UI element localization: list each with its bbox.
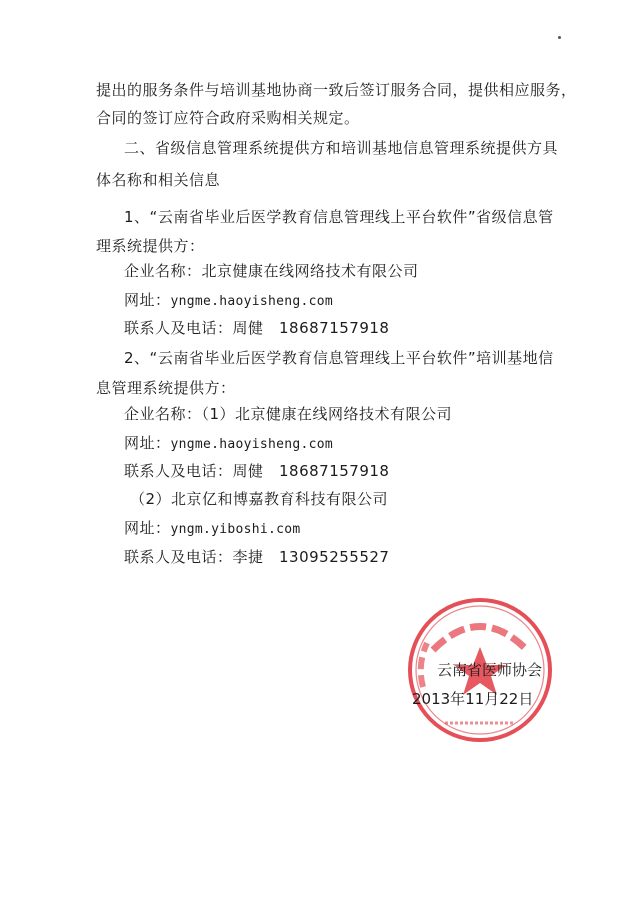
contact-row: 联系人及电话：李捷 13095255527 (124, 548, 390, 566)
website-label: 网址： (124, 434, 171, 452)
website-row (124, 290, 333, 312)
signature-organization: 云南省医师协会 (437, 661, 543, 679)
item-1-title-cont: 理系统提供方： (96, 237, 205, 255)
section-heading: 二、省级信息管理系统提供方和培训基地信息管理系统提供方具 (124, 139, 559, 157)
scan-speck (558, 36, 561, 39)
seal-arc-mark (421, 643, 427, 687)
company-name: 企业名称：北京健康在线网络技术有限公司 (124, 262, 419, 280)
website-url: yngme.haoyisheng.com (170, 437, 334, 452)
paragraph-line: 提出的服务条件与培训基地协商一致后签订服务合同，提供相应服务， (96, 81, 577, 99)
website-url: yngm.yiboshi.com (170, 522, 301, 537)
item-2-title: 2、“云南省毕业后医学教育信息管理线上平台软件”培训基地信 (124, 349, 554, 367)
item-1-title: 1、“云南省毕业后医学教育信息管理线上平台软件”省级信息管 (124, 208, 554, 226)
website-row (124, 433, 333, 455)
item-2-title-cont: 息管理系统提供方： (96, 379, 236, 397)
website-url: yngme.haoyisheng.com (170, 294, 334, 309)
website-label: 网址： (124, 519, 171, 537)
website-row (124, 518, 301, 540)
signature-date: 2013年11月22日 (412, 690, 534, 708)
company-name: 企业名称：（1）北京健康在线网络技术有限公司 (124, 405, 453, 423)
seal-arc-mark (433, 627, 527, 651)
website-label: 网址： (124, 291, 171, 309)
contact-row: 联系人及电话：周健 18687157918 (124, 462, 390, 480)
contact-row: 联系人及电话：周健 18687157918 (124, 319, 390, 337)
paragraph-line: 合同的签订应符合政府采购相关规定。 (96, 109, 360, 127)
section-heading-cont: 体名称和相关信息 (96, 171, 221, 189)
company-name: （2）北京亿和博嘉教育科技有限公司 (130, 490, 389, 508)
